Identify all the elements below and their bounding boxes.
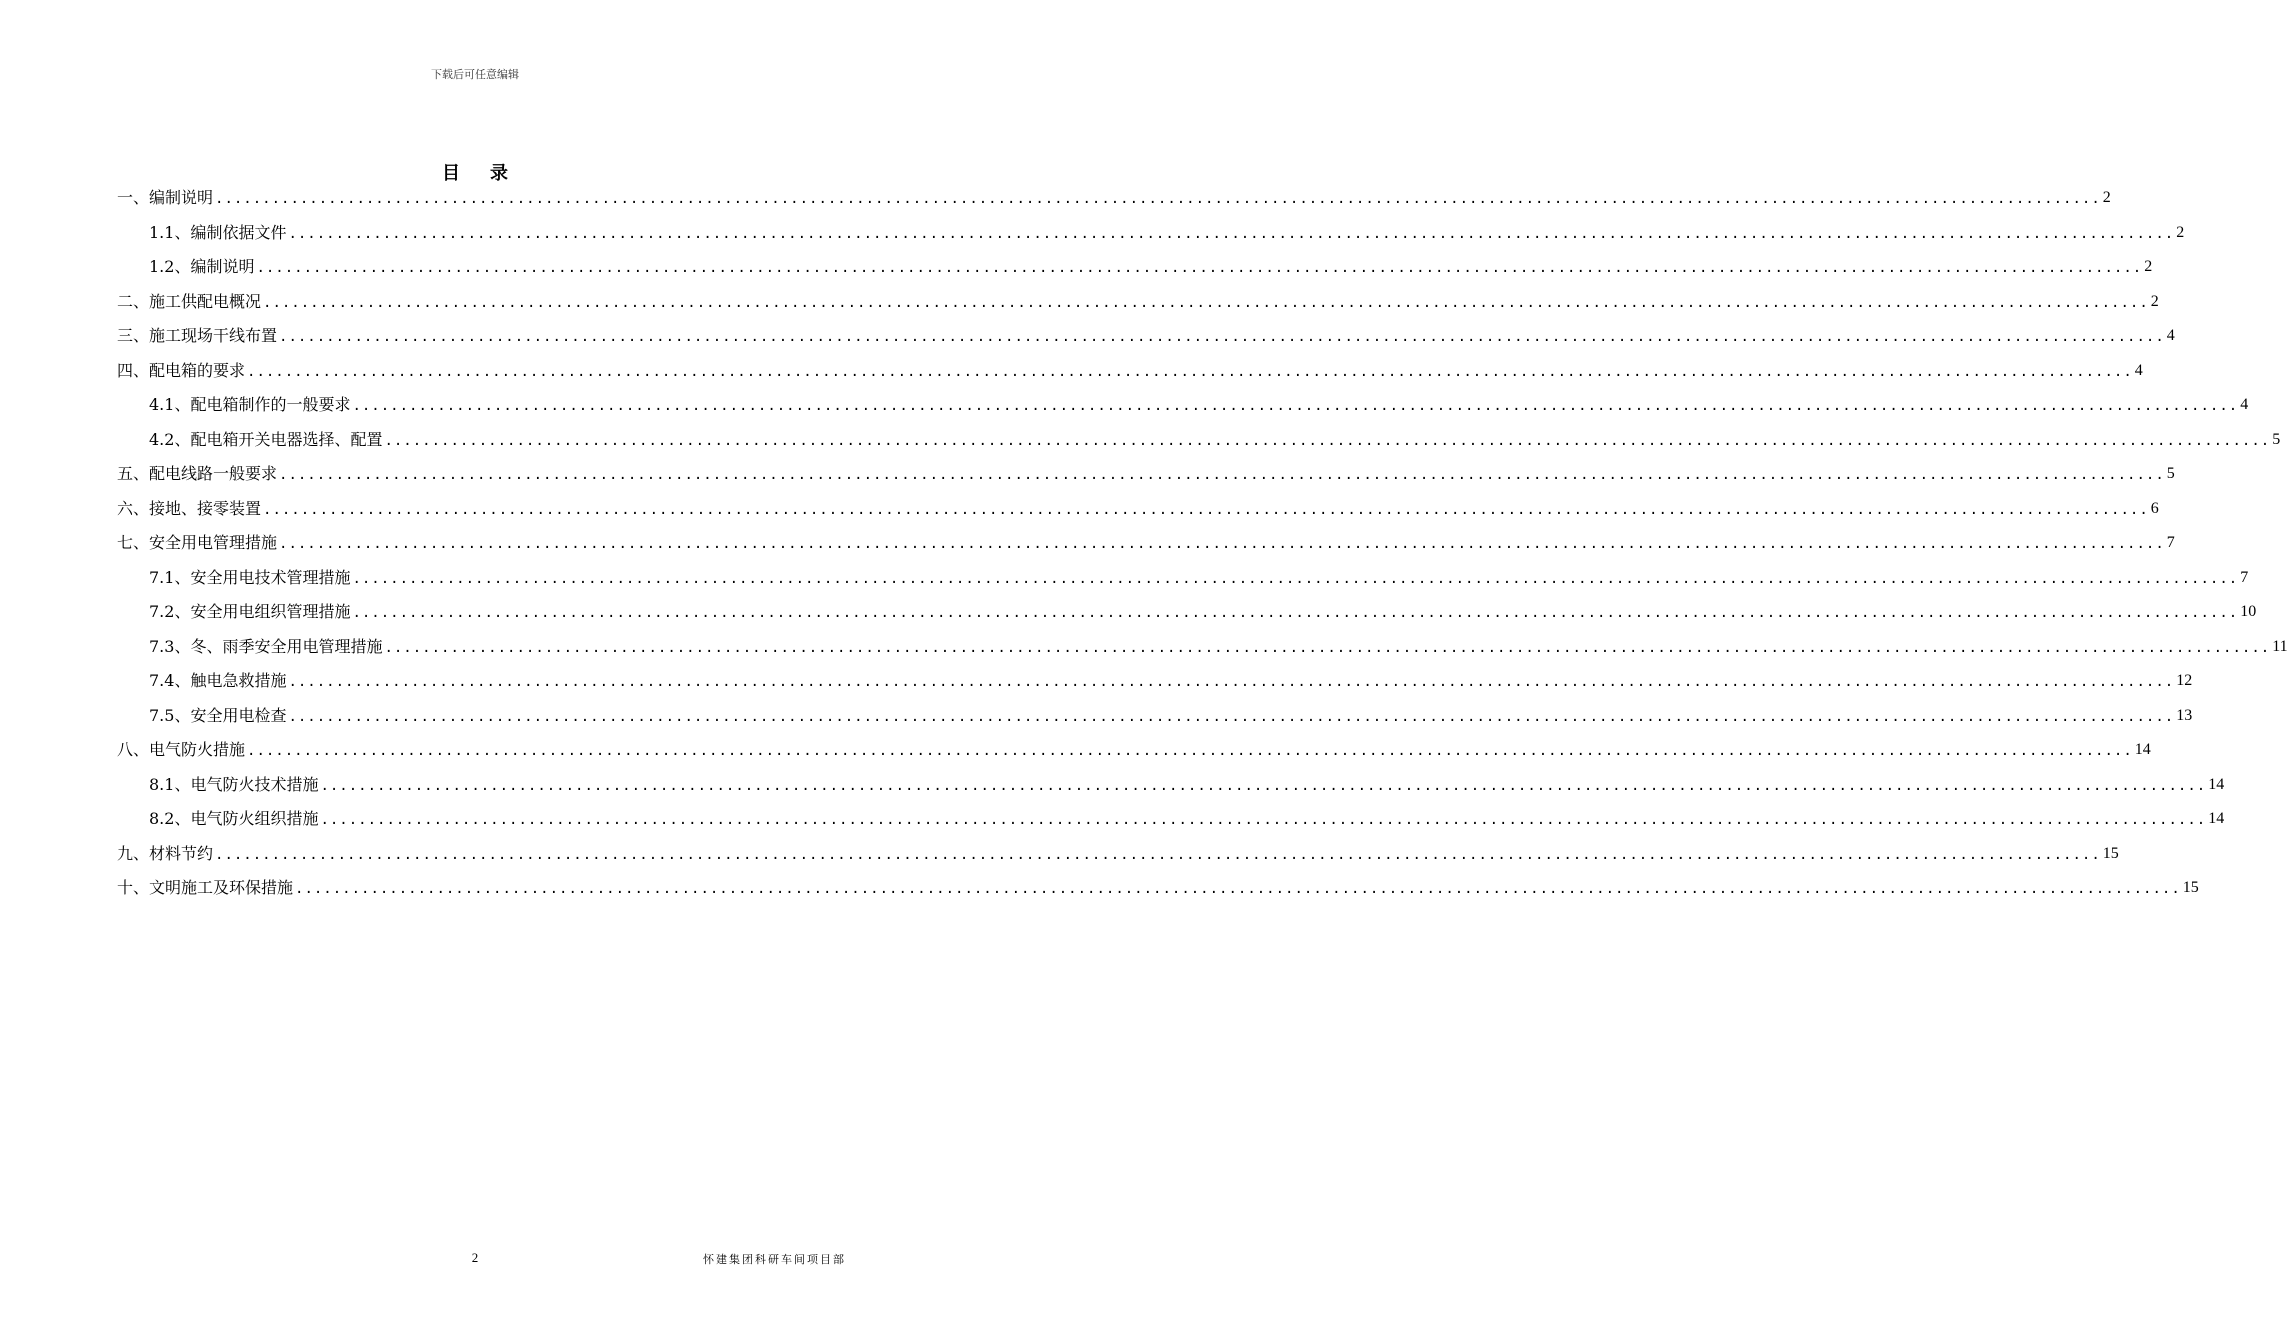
toc-entry-page: 6 xyxy=(2150,499,2159,517)
toc-entry-label: 1.1、编制依据文件 xyxy=(149,222,287,242)
header-note: 下载后可任意编辑 xyxy=(431,68,519,81)
toc-entry[interactable] xyxy=(117,388,2249,423)
toc-entry[interactable] xyxy=(117,181,2111,216)
toc-entry[interactable] xyxy=(117,561,2249,596)
toc-entry[interactable] xyxy=(117,699,2193,734)
toc-entry[interactable] xyxy=(117,250,2153,285)
toc-entry-label: 一、编制说明 xyxy=(117,188,214,208)
toc-entry-label: 7.1、安全用电技术管理措施 xyxy=(149,567,351,587)
table-of-contents xyxy=(117,181,2288,906)
toc-entry-label: 十、文明施工及环保措施 xyxy=(117,878,294,898)
toc-leader-dots: ........................................................................................................................................................................................................ xyxy=(279,467,2165,484)
footer-page-number: 2 xyxy=(471,1250,479,1265)
toc-entry-page: 14 xyxy=(2208,810,2225,828)
toc-leader-dots: ........................................................................................................................................................................................................ xyxy=(247,743,2133,760)
toc-entry-label: 8.1、电气防火技术措施 xyxy=(149,774,319,794)
toc-entry-page: 4 xyxy=(2134,361,2143,379)
toc-entry-label: 八、电气防火措施 xyxy=(117,740,246,760)
footer-organization: 怀建集团科研车间项目部 xyxy=(703,1253,846,1266)
toc-entry-page: 13 xyxy=(2176,706,2193,724)
toc-entry-page: 14 xyxy=(2208,775,2225,793)
toc-entry-page: 7 xyxy=(2166,534,2175,552)
toc-leader-dots: ........................................................................................................................................................................................................ xyxy=(320,777,2207,794)
toc-leader-dots: ........................................................................................................................................................................................................ xyxy=(288,225,2175,242)
toc-leader-dots: ........................................................................................................................................................................................................ xyxy=(256,260,2143,277)
toc-entry-label: 五、配电线路一般要求 xyxy=(117,464,278,484)
toc-entry[interactable] xyxy=(117,595,2257,630)
toc-leader-dots: ........................................................................................................................................................................................................ xyxy=(384,432,2271,449)
toc-entry[interactable] xyxy=(117,354,2143,389)
toc-entry-label: 二、施工供配电概况 xyxy=(117,291,262,311)
toc-entry-label: 三、施工现场干线布置 xyxy=(117,326,278,346)
toc-leader-dots: ........................................................................................................................................................................................................ xyxy=(288,708,2175,725)
toc-entry[interactable] xyxy=(117,733,2151,768)
toc-entry-label: 7.3、冬、雨季安全用电管理措施 xyxy=(149,636,383,656)
toc-leader-dots: ........................................................................................................................................................................................................ xyxy=(263,501,2149,518)
toc-entry[interactable] xyxy=(117,664,2193,699)
toc-leader-dots: ........................................................................................................................................................................................................ xyxy=(352,398,2239,415)
toc-entry-label: 七、安全用电管理措施 xyxy=(117,533,278,553)
toc-entry-label: 8.2、电气防火组织措施 xyxy=(149,809,319,829)
toc-leader-dots: ........................................................................................................................................................................................................ xyxy=(384,639,2271,656)
toc-entry-page: 2 xyxy=(2176,223,2185,241)
toc-leader-dots: ........................................................................................................................................................................................................ xyxy=(215,846,2101,863)
toc-entry[interactable] xyxy=(117,871,2199,906)
toc-entry-page: 5 xyxy=(2272,430,2281,448)
toc-leader-dots: ........................................................................................................................................................................................................ xyxy=(352,605,2239,622)
toc-entry[interactable] xyxy=(117,492,2159,527)
toc-leader-dots: ........................................................................................................................................................................................................ xyxy=(247,363,2133,380)
toc-entry[interactable] xyxy=(117,837,2119,872)
toc-entry-label: 1.2、编制说明 xyxy=(149,257,255,277)
toc-entry-label: 7.4、触电急救措施 xyxy=(149,671,287,691)
toc-entry-page: 14 xyxy=(2134,741,2151,759)
toc-entry-page: 2 xyxy=(2150,292,2159,310)
toc-entry-label: 4.1、配电箱制作的一般要求 xyxy=(149,395,351,415)
toc-leader-dots: ........................................................................................................................................................................................................ xyxy=(263,294,2149,311)
toc-entry-page: 4 xyxy=(2240,396,2249,414)
toc-leader-dots: ........................................................................................................................................................................................................ xyxy=(279,329,2165,346)
toc-leader-dots: ........................................................................................................................................................................................................ xyxy=(295,881,2181,898)
toc-leader-dots: ........................................................................................................................................................................................................ xyxy=(288,674,2175,691)
toc-entry-page: 12 xyxy=(2176,672,2193,690)
toc-entry[interactable] xyxy=(117,319,2175,354)
toc-leader-dots: ........................................................................................................................................................................................................ xyxy=(320,812,2207,829)
toc-entry[interactable] xyxy=(117,216,2185,251)
toc-entry-page: 2 xyxy=(2144,258,2153,276)
toc-entry[interactable] xyxy=(117,423,2281,458)
toc-entry-page: 15 xyxy=(2182,879,2199,897)
toc-entry-page: 2 xyxy=(2102,189,2111,207)
toc-entry[interactable] xyxy=(117,630,2288,665)
toc-entry-page: 11 xyxy=(2272,637,2288,655)
toc-entry-label: 4.2、配电箱开关电器选择、配置 xyxy=(149,429,383,449)
toc-entry-page: 5 xyxy=(2166,465,2175,483)
toc-entry[interactable] xyxy=(117,285,2159,320)
toc-entry-page: 4 xyxy=(2166,327,2175,345)
toc-entry-page: 15 xyxy=(2102,844,2119,862)
toc-entry-label: 九、材料节约 xyxy=(117,843,214,863)
toc-entry-label: 7.5、安全用电检查 xyxy=(149,705,287,725)
toc-entry-label: 7.2、安全用电组织管理措施 xyxy=(149,602,351,622)
toc-entry[interactable] xyxy=(117,802,2225,837)
toc-entry-label: 四、配电箱的要求 xyxy=(117,360,246,380)
toc-entry-page: 10 xyxy=(2240,603,2257,621)
toc-leader-dots: ........................................................................................................................................................................................................ xyxy=(352,570,2239,587)
toc-entry-label: 六、接地、接零装置 xyxy=(117,498,262,518)
toc-entry-page: 7 xyxy=(2240,568,2249,586)
toc-entry[interactable] xyxy=(117,526,2175,561)
toc-leader-dots: ........................................................................................................................................................................................................ xyxy=(279,536,2165,553)
toc-leader-dots: ........................................................................................................................................................................................................ xyxy=(215,191,2101,208)
toc-entry[interactable] xyxy=(117,768,2225,803)
toc-title: 目录 xyxy=(442,163,538,184)
toc-entry[interactable] xyxy=(117,457,2175,492)
